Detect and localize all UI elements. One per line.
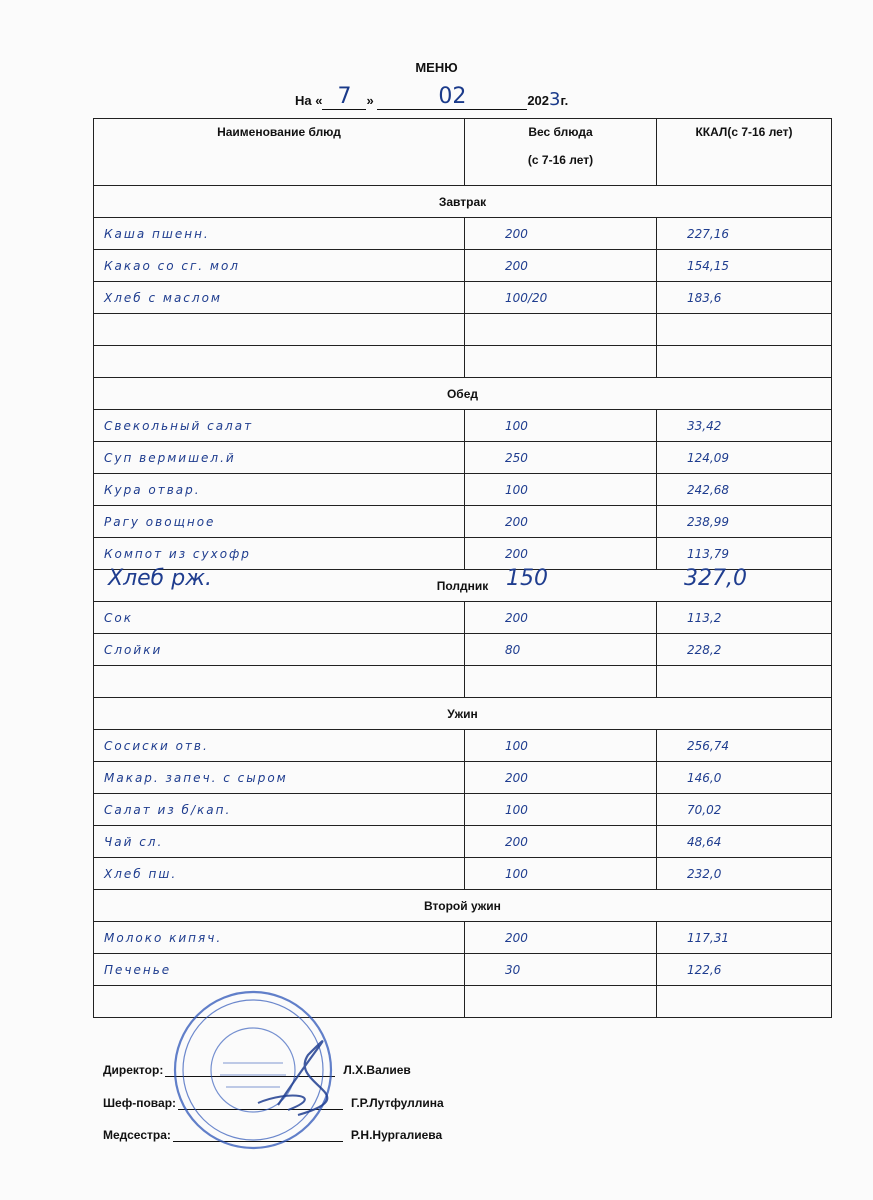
dish-name: Каша пшенн. [94, 218, 465, 250]
dish-kcal [657, 314, 832, 346]
dish-kcal: 227,16 [657, 218, 832, 250]
table-row [94, 858, 832, 890]
dish-kcal [657, 666, 832, 698]
dish-name: Печенье [94, 954, 465, 986]
dish-kcal: 228,2 [657, 634, 832, 666]
section-title: Второй ужин [94, 890, 832, 922]
dish-weight: 200 [465, 762, 657, 794]
dish-name: Свекольный салат [94, 410, 465, 442]
section-row [94, 570, 832, 602]
signature-director: Директор: Л.Х.Валиев [103, 1063, 411, 1077]
dish-kcal: 113,79 [657, 538, 832, 570]
section-row [94, 186, 832, 218]
dish-kcal: 183,6 [657, 282, 832, 314]
section-row [94, 698, 832, 730]
dish-name [94, 314, 465, 346]
extra-dish-kcal: 327,0 [684, 566, 747, 591]
dish-name: Суп вермишел.й [94, 442, 465, 474]
dish-name: Компот из сухофр [94, 538, 465, 570]
dish-weight: 200 [465, 922, 657, 954]
table-body [94, 186, 832, 1018]
dish-kcal: 256,74 [657, 730, 832, 762]
dish-name: Кура отвар. [94, 474, 465, 506]
date-year-digit: 3 [549, 89, 561, 110]
dish-kcal: 48,64 [657, 826, 832, 858]
dish-kcal [657, 346, 832, 378]
dish-name: Молоко кипяч. [94, 922, 465, 954]
dish-weight: 30 [465, 954, 657, 986]
table-row [94, 250, 832, 282]
table-row [94, 954, 832, 986]
table-row [94, 410, 832, 442]
dish-weight: 200 [465, 506, 657, 538]
dish-weight: 250 [465, 442, 657, 474]
table-row [94, 474, 832, 506]
table-row [94, 442, 832, 474]
table-row [94, 282, 832, 314]
table-row [94, 762, 832, 794]
dish-weight [465, 666, 657, 698]
section-title: Завтрак [94, 186, 832, 218]
dish-name [94, 346, 465, 378]
dish-weight: 100 [465, 474, 657, 506]
menu-table [93, 118, 832, 1018]
dish-kcal: 70,02 [657, 794, 832, 826]
table-row [94, 730, 832, 762]
page-title: МЕНЮ [415, 60, 458, 75]
extra-dish-name: Хлеб рж. [108, 566, 213, 591]
dish-name: Рагу овощное [94, 506, 465, 538]
dish-name: Слойки [94, 634, 465, 666]
col-dish-name: Наименование блюд [94, 119, 465, 186]
table-row [94, 602, 832, 634]
table-row [94, 538, 832, 570]
dish-kcal: 242,68 [657, 474, 832, 506]
section-row [94, 890, 832, 922]
dish-weight: 200 [465, 250, 657, 282]
dish-weight: 100 [465, 858, 657, 890]
round-stamp [168, 985, 338, 1155]
table-row [94, 794, 832, 826]
dish-kcal: 232,0 [657, 858, 832, 890]
dish-weight: 80 [465, 634, 657, 666]
dish-weight: 200 [465, 538, 657, 570]
table-row [94, 826, 832, 858]
table-row [94, 634, 832, 666]
dish-weight: 100/20 [465, 282, 657, 314]
dish-name: Макар. запеч. с сыром [94, 762, 465, 794]
dish-kcal: 122,6 [657, 954, 832, 986]
dish-name: Сок [94, 602, 465, 634]
date-line: На « 7 » 02 2023г. [295, 84, 569, 110]
dish-kcal: 154,15 [657, 250, 832, 282]
dish-weight [465, 346, 657, 378]
dish-kcal [657, 986, 832, 1018]
extra-dish-weight: 150 [506, 566, 548, 591]
dish-weight [465, 314, 657, 346]
dish-weight: 200 [465, 602, 657, 634]
section-row [94, 378, 832, 410]
col-kcal: ККАЛ(с 7-16 лет) [657, 119, 832, 186]
table-header [94, 119, 832, 186]
table-row [94, 666, 832, 698]
dish-name: Какао со сг. мол [94, 250, 465, 282]
date-month: 02 [377, 84, 527, 110]
signature-nurse: Медсестра: Р.Н.Нургалиева [103, 1128, 443, 1142]
section-title: Обед [94, 378, 832, 410]
dish-name: Сосиски отв. [94, 730, 465, 762]
signature-chef: Шеф-повар: Г.Р.Лутфуллина [103, 1096, 444, 1110]
dish-name: Хлеб с маслом [94, 282, 465, 314]
dish-weight: 100 [465, 794, 657, 826]
dish-name: Хлеб пш. [94, 858, 465, 890]
section-title [94, 566, 832, 602]
dish-kcal: 33,42 [657, 410, 832, 442]
dish-kcal: 117,31 [657, 922, 832, 954]
col-weight: Вес блюда (с 7-16 лет) [465, 119, 657, 186]
dish-name [94, 666, 465, 698]
section-title: Ужин [94, 698, 832, 730]
dish-weight: 200 [465, 826, 657, 858]
table-row [94, 314, 832, 346]
date-day: 7 [322, 84, 366, 110]
dish-kcal: 113,2 [657, 602, 832, 634]
dish-kcal: 238,99 [657, 506, 832, 538]
dish-name: Чай сл. [94, 826, 465, 858]
table-row [94, 218, 832, 250]
section-title-text: Полдник [436, 578, 489, 593]
table-row [94, 922, 832, 954]
dish-weight: 100 [465, 410, 657, 442]
dish-kcal: 146,0 [657, 762, 832, 794]
dish-weight [465, 986, 657, 1018]
table-row [94, 506, 832, 538]
dish-kcal: 124,09 [657, 442, 832, 474]
dish-weight: 200 [465, 218, 657, 250]
table-row [94, 346, 832, 378]
dish-weight: 100 [465, 730, 657, 762]
dish-name: Салат из б/кап. [94, 794, 465, 826]
